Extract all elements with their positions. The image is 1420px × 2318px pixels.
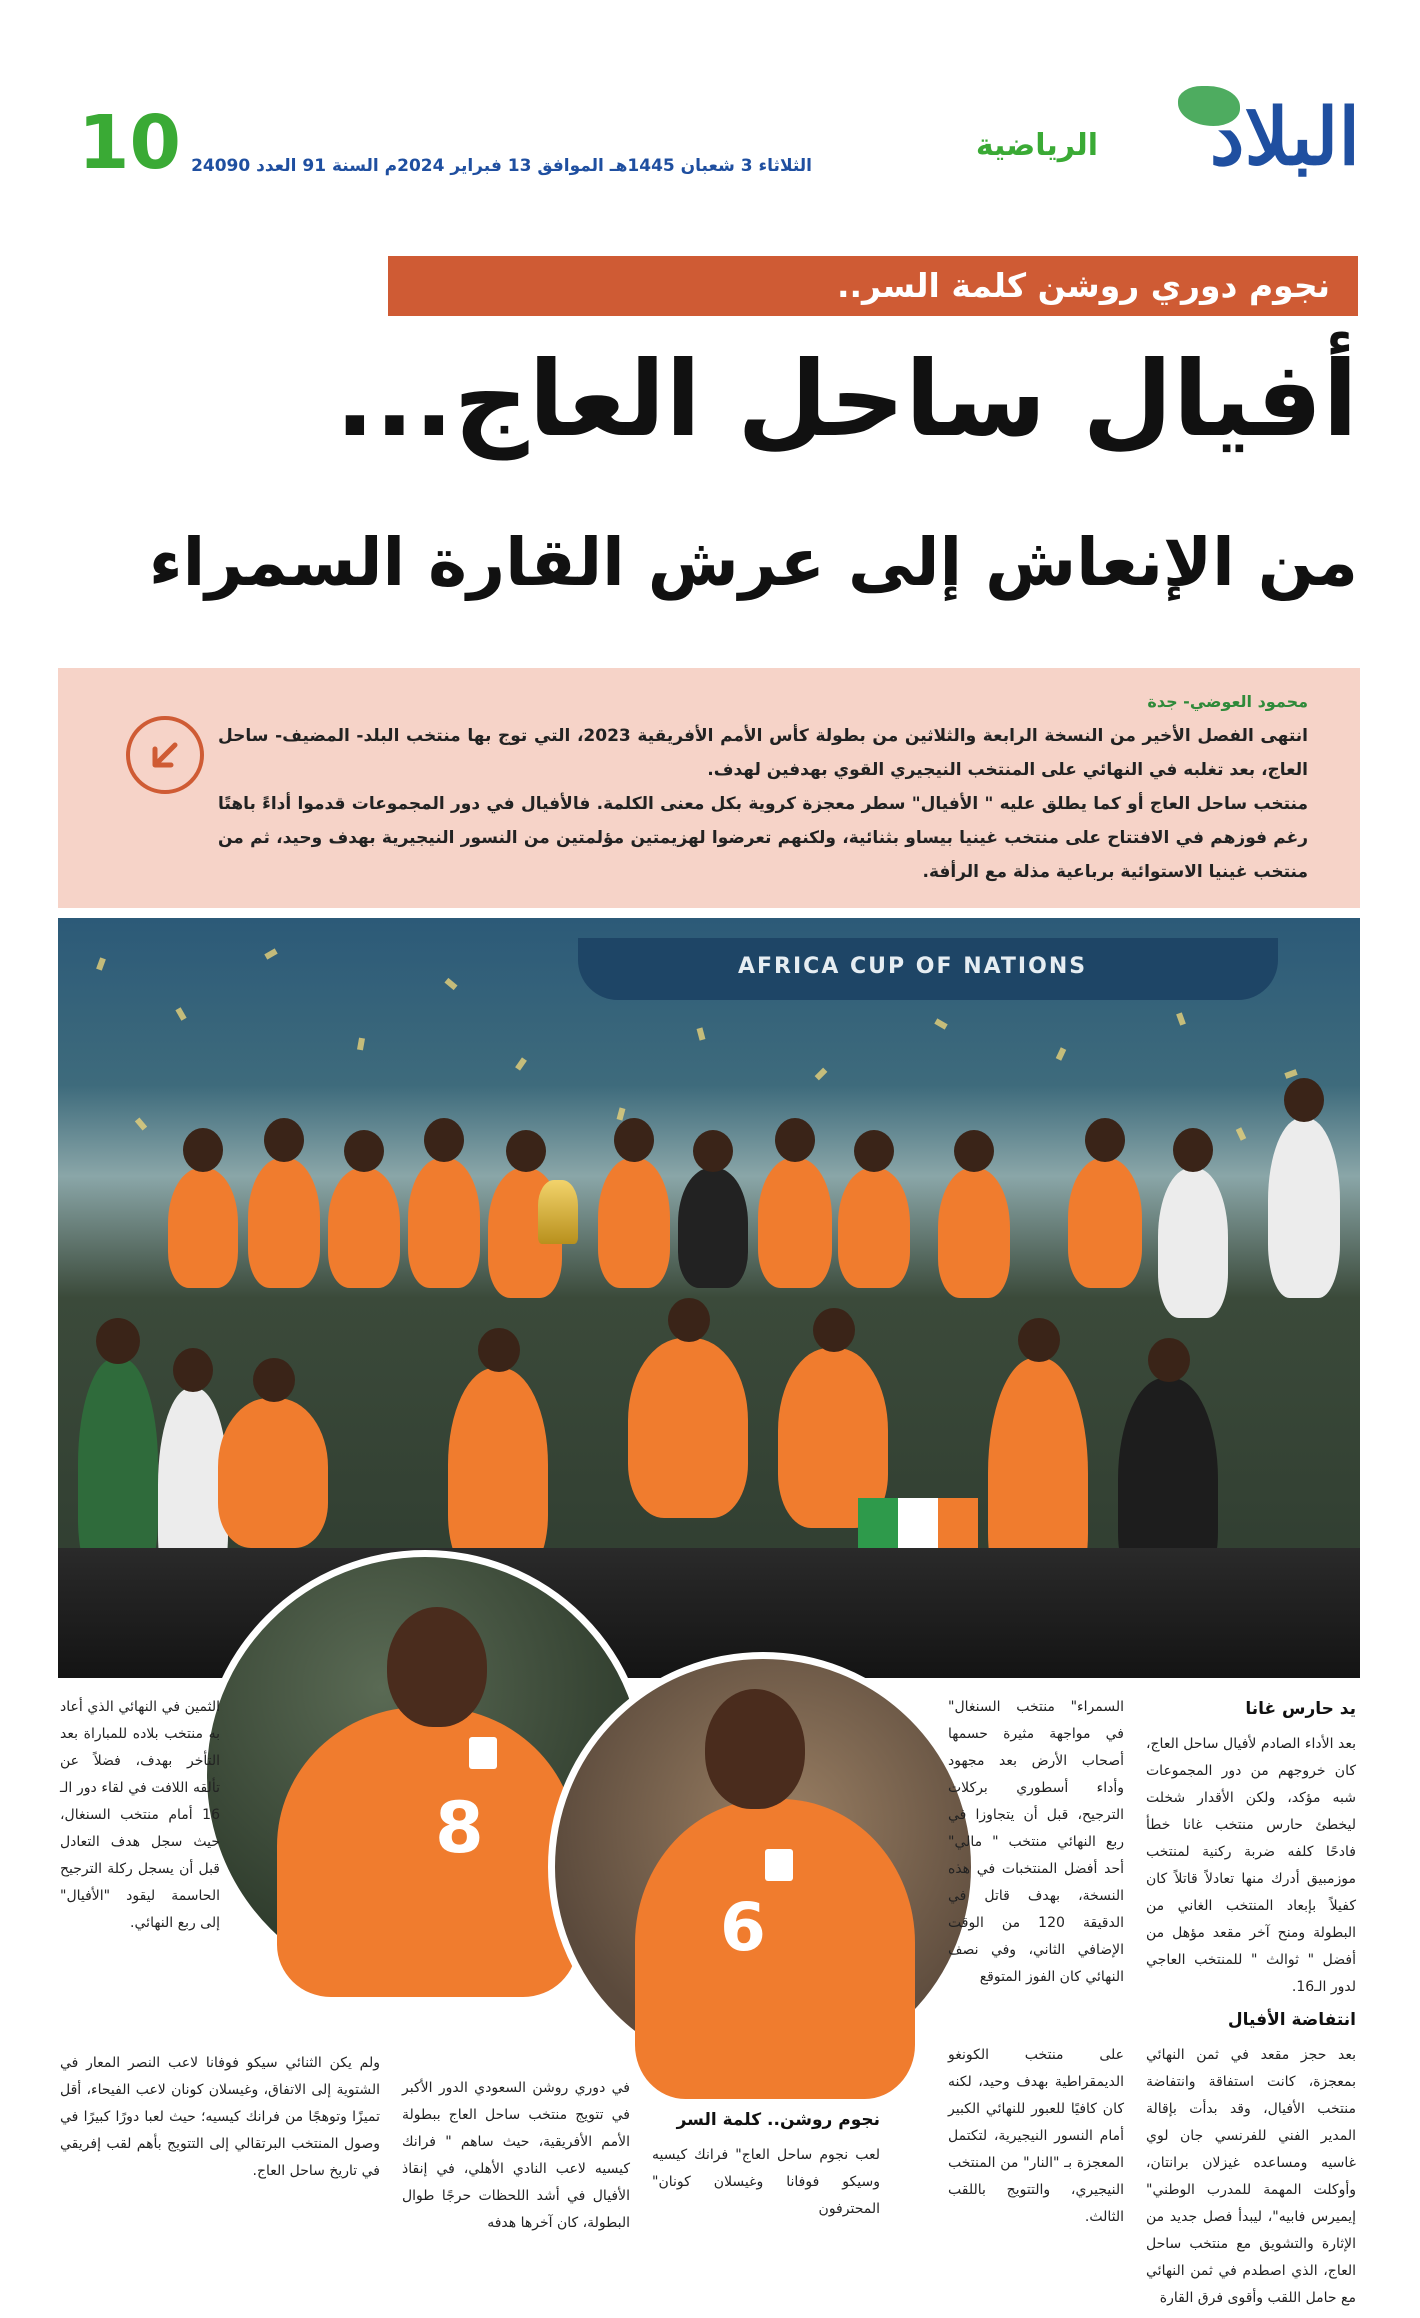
column-1-paragraph-2: بعد حجز مقعد في ثمن النهائي بمعجزة، كانت استفاقة وانتفاضة منتخب الأفيال، وقد بدأت بإقالة المدير الفني للفرنسي جان لوي غاسيه ومساعده غيزلان برانتان، وأوكلت المهمة للمدرب الوطني" إيميرس فابيه"، ليبدأ فصل جديد من الإثارة والتشويق مع منتخب ساحل العاج، الذي اصطدم في ثمن النهائي مع حامل اللقب وأقوى فرق القارة [1146, 2047, 1356, 2306]
column-5-paragraph: لعب نجوم ساحل العاج" فرانك كيسيه وسيكو فوفانا وغيسلان كونان" المحترفون [652, 2147, 880, 2217]
column-3 [60, 1694, 220, 1943]
newspaper-logo[interactable] [1120, 90, 1360, 186]
intro-paragraph-1: انتهى الفصل الأخير من النسخة الرابعة والثلاثين من بطولة كأس الأمم الأفريقية 2023، التي توج بها منتخب البلد- المضيف- ساحل العاج، بعد تغلبه في النهائي على المنتخب النيجيري القوي بهدفين لهدف. [218, 726, 1308, 780]
column-1-heading: يد حارس غانا [1245, 1699, 1356, 1719]
column-2-continued [948, 2042, 1124, 2237]
column-4-paragraph: في دوري روشن السعودي الدور الأكبر في تتويج منتخب ساحل العاج ببطولة الأمم الأفريقية، حيث ساهم " فرانك كيسيه لاعب النادي الأهلي، في إنقاذ الأفيال في أشد اللحظات حرجًا طوال البطولة، كان آخرها هدفه [402, 2080, 630, 2231]
byline: محمود العوضي- جدة [1147, 692, 1308, 711]
intro-box [58, 668, 1360, 908]
trophy-icon [538, 1180, 578, 1244]
column-3-continued [60, 2050, 380, 2191]
kicker-bar: نجوم دوري روشن كلمة السر.. [388, 256, 1358, 316]
column-1-subheading: انتفاضة الأفيال [1227, 2010, 1356, 2030]
intro-paragraph-2: منتخب ساحل العاج أو كما يطلق عليه " الأفيال" سطر معجزة كروية بكل معنى الكلمة. فالأفيال في دور المجموعات قدموا أداءً باهتًا رغم فوزهم في الافتتاح على منتخب غينيا بيساو بثنائية، ولكنهم تعرضوا لهزيمتين مؤلمتين من النسور النيجيرية بهدف وحيد، ثم من منتخب غينيا الاستوائية برباعية مذلة مع الرأفة. [218, 794, 1308, 882]
banner-text: AFRICA CUP OF NATIONS [738, 954, 1088, 979]
page-number: 10 [78, 100, 181, 186]
logo-text: البلاد [1209, 92, 1360, 183]
column-5 [652, 2105, 880, 2229]
player-6-photo: 6 [548, 1652, 978, 2082]
dateline: الثلاثاء 3 شعبان 1445هـ الموافق 13 فبراير 2024م السنة 91 العدد 24090 [191, 156, 812, 176]
column-5-heading: نجوم روشن.. كلمة السر [676, 2110, 880, 2130]
column-1-paragraph-1: بعد الأداء الصادم لأفيال ساحل العاج، كان خروجهم من دور المجموعات شبه مؤكد، ولكن الأقدار شخلت ليخطئ حارس منتخب غانا خطأ فادحًا كلفه ضربة ركنية لمنتخب موزمبيق أدرك منها تعادلاً قاتلاً كان كفيلاً بإبعاد المنتخب الغاني من البطولة ومنح آخر مقعد مؤهل من أفضل " ثوالث " للمنتخب العاجي لدور الـ16. [1146, 1736, 1356, 1995]
column-2 [948, 1694, 1124, 1997]
headline: أفيال ساحل العاج... [335, 338, 1358, 460]
column-1 [1146, 1694, 1356, 2318]
column-4 [402, 2075, 630, 2243]
column-3-paragraph-2: ولم يكن الثنائي سيكو فوفانا لاعب النصر المعار في الشتوية إلى الاتفاق، وغيسلان كونان لاعب الفيحاء، أقل تميزًا وتوهجًا من فرانك كيسيه؛ حيث لعبا دورًا كبيرًا في وصول المنتخب البرتقالي إلى التتويج بأهم لقب إفريقي في تاريخ ساحل العاج. [60, 2055, 380, 2179]
column-3-paragraph-1: الثمين في النهائي الذي أعاد به منتخب بلاده للمباراة بعد التأخر بهدف، فضلاً عن تألقه اللافت في لقاء دور الـ 16 أمام منتخب السنغال، حيث سجل هدف التعادل قبل أن يسجل ركلة الترجيح الحاسمة ليقود "الأفيال" إلى ربع النهائي. [60, 1699, 220, 1931]
masthead [60, 84, 1360, 194]
player-8-photo: 8 [200, 1550, 650, 2000]
section-name: الرياضية [975, 128, 1098, 163]
subheadline: من الإنعاش إلى عرش القارة السمراء [148, 524, 1358, 601]
tournament-banner [578, 938, 1278, 1000]
celebration-photo [58, 918, 1360, 1678]
column-2-paragraph-1: السمراء" منتخب السنغال" في مواجهة مثيرة حسمها أصحاب الأرض بعد مجهود وأداء أسطوري بركلات الترجيح، قبل أن يتجاوزا في ربع النهائي منتخب " مالي" أحد أفضل المنتخبات في هذه النسخة، بهدف قاتل في الدقيقة 120 من الوقت الإضافي الثاني، وفي نصف النهائي كان الفوز المتوقع [948, 1699, 1124, 1985]
arrow-down-left-icon [126, 716, 204, 794]
column-2-paragraph-2: على منتخب الكونغو الديمقراطية بهدف وحيد، لكنه كان كافيًا للعبور للنهائي الكبير أمام النسور النيجيرية، لتكتمل المعجزة بـ "النار" من المنتخب النيجيري، والتتويج باللقب الثالث. [948, 2047, 1124, 2225]
